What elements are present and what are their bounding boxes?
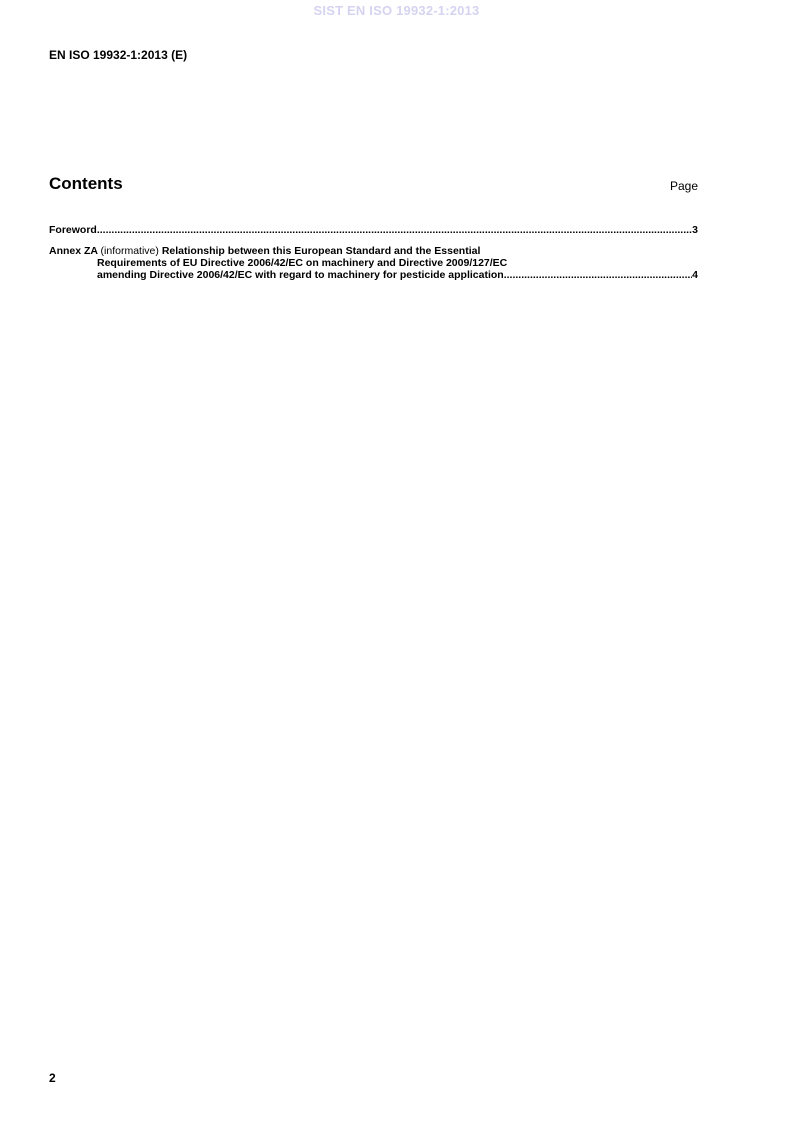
annex-qualifier: (informative) [100, 245, 159, 257]
page-column-label: Page [669, 179, 698, 193]
toc-entry-page: 3 [692, 224, 698, 236]
toc-entry-annex-za[interactable] [49, 245, 698, 281]
dot-leader [504, 269, 692, 281]
toc-line [49, 269, 698, 281]
annex-title-line-3: amending Directive 2006/42/EC with regard to machinery for pesticide application [97, 269, 504, 281]
document-id: EN ISO 19932-1:2013 (E) [49, 48, 188, 62]
toc-entry-page: 4 [692, 269, 698, 281]
annex-title-line-1: Relationship between this European Standard and the Essential [161, 245, 481, 257]
contents-heading: Contents [49, 174, 123, 193]
toc-line [49, 245, 698, 257]
annex-label: Annex ZA [49, 245, 98, 257]
table-of-contents [49, 224, 698, 281]
toc-entry-foreword[interactable] [49, 224, 698, 236]
toc-line [49, 224, 698, 236]
annex-title-line-2: Requirements of EU Directive 2006/42/EC on machinery and Directive 2009/127/EC [97, 257, 508, 269]
toc-entry-title: Foreword [49, 224, 97, 236]
page-number: 2 [49, 1071, 56, 1085]
watermark: SIST EN ISO 19932-1:2013 [313, 3, 480, 18]
dot-leader [97, 224, 692, 236]
